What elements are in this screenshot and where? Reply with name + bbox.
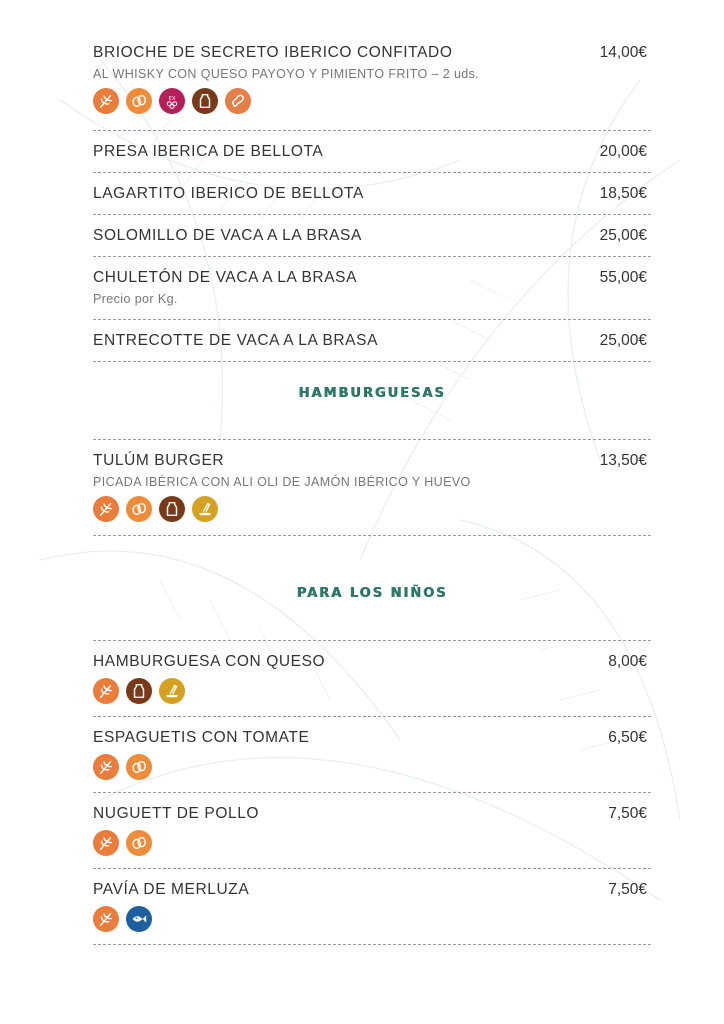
menu-item — [93, 257, 651, 319]
milk-icon — [159, 496, 185, 522]
svg-text:EX: EX — [168, 96, 176, 103]
item-price: 7,50€ — [608, 805, 647, 822]
menu-item — [93, 173, 651, 214]
item-name: PRESA IBERICA DE BELLOTA — [93, 143, 324, 160]
allergen-list — [93, 496, 651, 522]
item-description: PICADA IBÉRICA CON ALI OLI DE JAMÓN IBÉRICO Y HUEVO — [93, 475, 471, 489]
item-price: 25,00€ — [599, 227, 647, 244]
item-name: LAGARTITO IBERICO DE BELLOTA — [93, 185, 364, 202]
item-name: PAVÍA DE MERLUZA — [93, 881, 250, 898]
fish-icon — [126, 906, 152, 932]
menu-item — [93, 40, 651, 130]
gluten-icon — [93, 496, 119, 522]
allergen-list — [93, 88, 651, 114]
allergen-list — [93, 678, 651, 704]
item-price: 8,00€ — [608, 653, 647, 670]
peanuts-icon — [225, 88, 251, 114]
menu-item — [93, 320, 651, 361]
item-description: AL WHISKY CON QUESO PAYOYO Y PIMIENTO FRITO – 2 uds. — [93, 67, 480, 81]
egg-icon — [126, 754, 152, 780]
item-name: ESPAGUETIS CON TOMATE — [93, 729, 310, 746]
item-price: 18,50€ — [599, 185, 647, 202]
item-price: 55,00€ — [599, 269, 647, 286]
item-price: 25,00€ — [599, 332, 647, 349]
egg-icon — [126, 830, 152, 856]
gluten-icon — [93, 88, 119, 114]
section-header — [93, 536, 651, 640]
item-description: Precio por Kg. — [93, 292, 178, 306]
gluten-icon — [93, 678, 119, 704]
menu-item — [93, 215, 651, 256]
milk-icon — [192, 88, 218, 114]
milk-icon — [126, 678, 152, 704]
egg-icon — [126, 496, 152, 522]
gluten-icon — [93, 906, 119, 932]
item-name: NUGUETT DE POLLO — [93, 805, 260, 822]
item-price: 7,50€ — [608, 881, 647, 898]
item-name: HAMBURGUESA CON QUESO — [93, 653, 326, 670]
section-title: PARA LOS NIÑOS — [296, 586, 448, 601]
item-name: TULÚM BURGER — [93, 452, 225, 469]
item-name: BRIOCHE DE SECRETO IBERICO CONFITADO — [93, 44, 453, 61]
egg-icon — [126, 88, 152, 114]
menu-item — [93, 641, 651, 716]
item-name: ENTRECOTTE DE VACA A LA BRASA — [93, 332, 379, 349]
item-price: 13,50€ — [599, 452, 647, 469]
mustard-icon — [192, 496, 218, 522]
mustard-icon — [159, 678, 185, 704]
item-price: 14,00€ — [599, 44, 647, 61]
menu-item — [93, 793, 651, 868]
divider — [93, 944, 651, 945]
gluten-icon — [93, 830, 119, 856]
item-price: 20,00€ — [599, 143, 647, 160]
item-name: CHULETÓN DE VACA A LA BRASA — [93, 269, 358, 286]
allergen-list — [93, 754, 651, 780]
allergen-list — [93, 830, 651, 856]
sulfites-icon — [159, 88, 185, 114]
menu-item — [93, 717, 651, 792]
item-price: 6,50€ — [608, 729, 647, 746]
menu-item — [93, 869, 651, 944]
section-header — [93, 362, 651, 439]
item-name: SOLOMILLO DE VACA A LA BRASA — [93, 227, 362, 244]
gluten-icon — [93, 754, 119, 780]
menu — [93, 40, 651, 945]
menu-item — [93, 440, 651, 535]
menu-item — [93, 131, 651, 172]
allergen-list — [93, 906, 651, 932]
section-title: HAMBURGUESAS — [298, 386, 446, 401]
